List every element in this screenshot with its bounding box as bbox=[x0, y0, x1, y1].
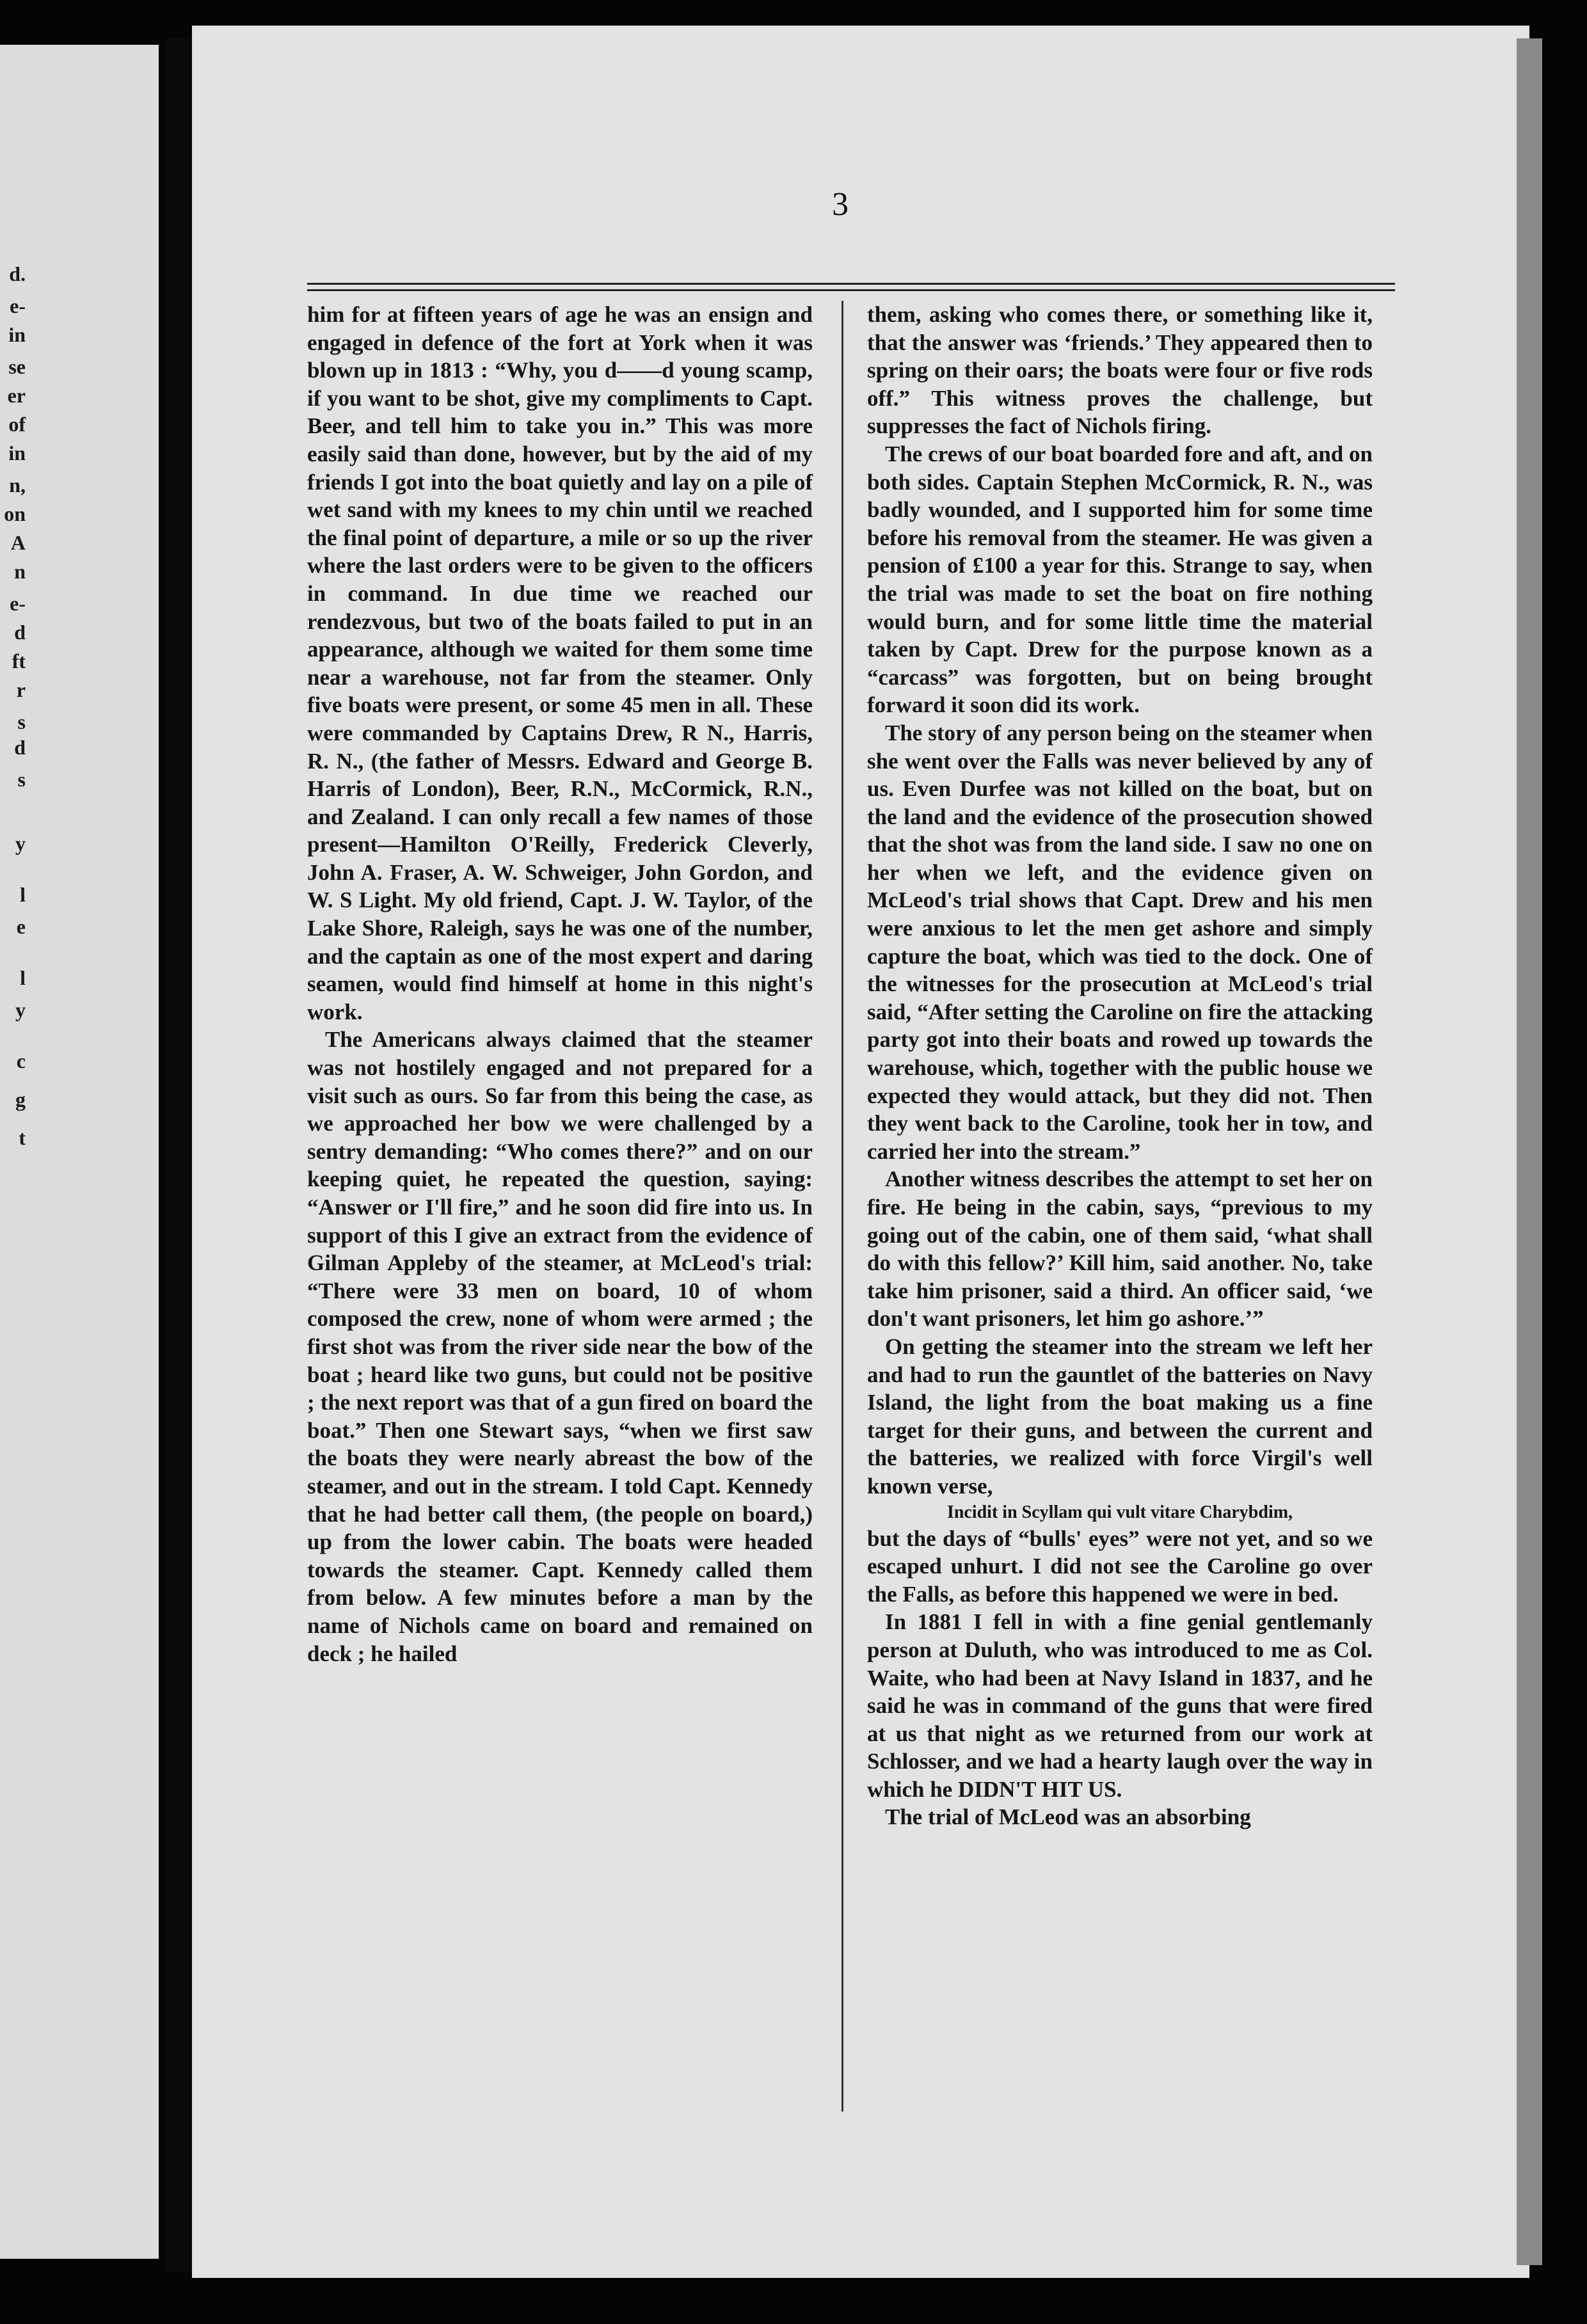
paragraph: Another witness describes the attempt to set her on fire. He being in the cabin, says, “previous to my going out of the cabin, one of them said, ‘what shall do with this fellow?’ Kill him, said another. No, take take him prisoner, said a third. An officer said, ‘we don't want prisoners, let him go ashore.’” bbox=[867, 1166, 1373, 1332]
page-fragment: ft bbox=[12, 649, 26, 673]
paragraph: but the days of “bulls' eyes” were not yet, and so we escaped unhurt. I did not see the Caroline go over the Falls, as before this happened we were in bed. bbox=[867, 1525, 1373, 1607]
page-fragment: e- bbox=[10, 294, 26, 317]
page-fragment: l bbox=[20, 966, 26, 989]
page-fragment: d bbox=[14, 736, 26, 759]
paragraph: him for at fifteen years of age he was an ensign and engaged in defence of the fort at York when it was blown up in 1813 : “Why, you d——d young scamp, if you want to be shot, give my compliments to Capt. Beer, and tell him to take you in.” This was more easily said than done, however, but by the aid of my friends I got into the boat quietly and lay on a pile of wet sand with my knees to my chin until we reached the final point of departure, a mile or so up the river where the last orders were to be given to the officers in command. In due time we reached our rendezvous, but two of the boats failed to put in an appearance, although we waited for them some time near a warehouse, not far from the steamer. Only five boats were present, or some 45 men in all. These were commanded by Captains Drew, R N., Harris, R. N., (the father of Messrs. Edward and George B. Harris of London), Beer, R.N., McCormick, R.N., and Zealand. I can only recall a few names of those present—Hamilton O'Reilly, Frederick Cleverly, John A. Fraser, A. W. Schweiger, John Gordon, and W. S Light. My old friend, Capt. J. W. Taylor, of the Lake Shore, Raleigh, says he was one of the number, and the captain as one of the most expert and daring seamen, would find himself at home in this night's work. bbox=[307, 302, 813, 1024]
page-fragment: r bbox=[16, 678, 26, 701]
page-fragment: g bbox=[15, 1088, 26, 1111]
paragraph: The crews of our boat boarded fore and aft, and on both sides. Captain Stephen McCormick, R. N., was badly wounded, and I supported him for some time before his removal from the steamer. He was given a pension of £100 a year for this. Strange to say, when the trial was made to set the boat on fire nothing would burn, and for some little time the material taken by Capt. Drew for the purpose known as a “carcass” was forgotten, but on being brought forward it soon did its work. bbox=[867, 441, 1373, 718]
page-fragment: t bbox=[19, 1126, 26, 1149]
paragraph: In 1881 I fell in with a fine genial gentlemanly person at Duluth, who was introduced to me as Col. Waite, who had been at Navy Island in 1837, and he said he was in command of the guns that were fired at us that night as we returned from our work at Schlosser, and we had a hearty laugh over the way in which he DIDN'T HIT US. bbox=[867, 1609, 1373, 1802]
paragraph: The Americans always claimed that the steamer was not hostilely engaged and not prepared for a visit such as ours. So far from this being the case, as we approached her bow we were challenged by a sentry demanding: “Who comes there?” and on our keeping quiet, he repeated the question, saying: “Answer or I'll fire,” and he soon did fire into us. In support of this I give an extract from the evidence of Gilman Appleby of the steamer, at McLeod's trial: “There were 33 men on board, 10 of whom composed the crew, none of whom were armed ; the first shot was from the river side near the bow of the boat ; heard like two guns, but could not be positive ; the next report was that of a gun fired on board the boat.” Then one Stewart says, “when we first saw the boats they were nearly abreast the bow of the steamer, and out in the stream. I told Capt. Kennedy that he had better call them, (the people on board,) up from the lower cabin. The boats were headed towards the steamer. Capt. Kennedy called them from below. A few minutes before a man by the name of Nichols came on board and remained on deck ; he hailed bbox=[307, 1027, 813, 1666]
page-number: 3 bbox=[832, 186, 849, 223]
page-edge-shadow bbox=[1517, 38, 1542, 2265]
paragraph: The trial of McLeod was an absorbing bbox=[885, 1804, 1251, 1830]
page-fragment: d bbox=[14, 621, 26, 644]
header-rule-second bbox=[307, 289, 1395, 291]
page-fragment: y bbox=[15, 998, 26, 1021]
right-text-column bbox=[867, 301, 1373, 1831]
page-fragment: c bbox=[16, 1049, 26, 1072]
page-fragment: y bbox=[15, 832, 26, 855]
page-fragment: e bbox=[16, 915, 26, 938]
page-fragment: of bbox=[8, 413, 26, 436]
paragraph: them, asking who comes there, or something like it, that the answer was ‘friends.’ They appeared then to spring on their oars; the boats were four or five rods off.” This witness proves the challenge, but suppresses the fact of Nichols firing. bbox=[867, 302, 1373, 439]
page-fragment: e- bbox=[10, 592, 26, 615]
page-fragment: l bbox=[20, 883, 26, 906]
page-fragment: se bbox=[8, 355, 26, 378]
page-fragment: er bbox=[7, 384, 26, 407]
column-divider bbox=[841, 301, 843, 2112]
page-fragment: in bbox=[8, 323, 26, 346]
page-fragment: in bbox=[8, 442, 26, 465]
page-fragment: s bbox=[17, 710, 26, 733]
page-fragment: A bbox=[10, 531, 26, 554]
page-fragment: n bbox=[14, 560, 26, 583]
page-fragment: s bbox=[17, 768, 26, 791]
paragraph: The story of any person being on the steamer when she went over the Falls was never believed by any of us. Even Durfee was not killed on the boat, but on the land and the evidence of the prosecution showed that the shot was from the land side. I saw no one on her when we left, and the evidence given on McLeod's trial shows that Capt. Drew and his men were anxious to let the men get ashore and simply capture the boat, which was tied to the dock. One of the witnesses for the prosecution at McLeod's trial said, “After setting the Caroline on fire the attacking party got into their boats and rowed up towards the warehouse, which, together with the public house we expected they would attack, but they did not. Then they went back to the Caroline, took her in tow, and carried her into the stream.” bbox=[867, 720, 1373, 1164]
verse-quote: Incidit in Scyllam qui vult vitare Charybdim, bbox=[946, 1502, 1293, 1522]
paragraph: On getting the steamer into the stream we left her and had to run the gauntlet of the batteries on Navy Island, the light from the boat making us a fine target for their guns, and between the current and the batteries, we realized with force Virgil's well known verse, bbox=[867, 1333, 1373, 1499]
left-text-column bbox=[307, 301, 813, 1667]
adjacent-page-edge bbox=[0, 45, 159, 2259]
page-fragment: d. bbox=[9, 262, 26, 285]
page-fragment: on bbox=[4, 502, 26, 525]
header-rule bbox=[307, 283, 1395, 285]
page-fragment: n, bbox=[9, 474, 26, 497]
